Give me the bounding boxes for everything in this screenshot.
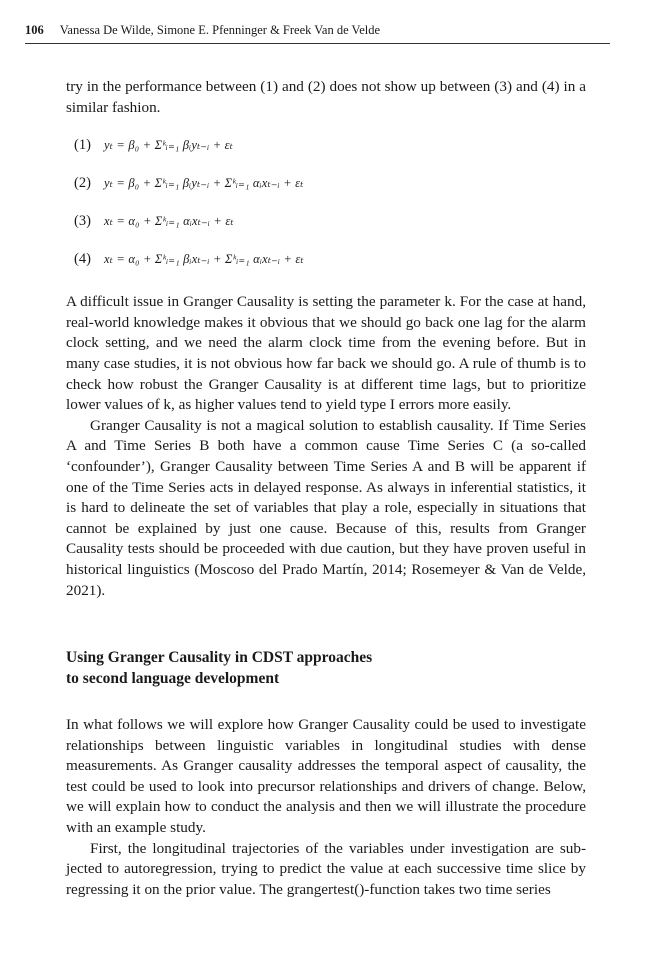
paragraph-autoregression: First, the longitudinal trajectories of the variables under investigation are subjected to autoregression, trying to predict the value at each successive time slice by regressing it on the prior value. The grangertest()-function takes two time series: [66, 839, 586, 898]
equation-3: [74, 202, 586, 240]
intro-paragraph: try in the performance between (1) and (2) does not show up between (3) and (4) in a similar fashion.: [66, 78, 586, 116]
page-body: [66, 77, 586, 900]
running-head-authors: Vanessa De Wilde, Simone E. Pfenninger & Freek Van de Velde: [59, 23, 381, 37]
page-number: 106: [25, 23, 44, 37]
paragraph-explore: In what follows we will explore how Granger Causality could be used to investigate relationships between linguistic variables in longitudinal studies with dense measurements. As Granger causality addresses the temporal aspect of causality, the test could be used to look into precursor relationships and drivers of change. Below, we will explain how to conduct the analysis and then we will illustrate the procedure with an example study.: [66, 716, 586, 837]
equation-list: [74, 126, 586, 278]
equation-4: [74, 240, 586, 278]
paragraph-granger-parameter: A difficult issue in Granger Causality is setting the parameter k. For the case at hand, real-world knowledge makes it obvious that we should go back one lag for the alarm clock setting, and we need the alarm clock time from the evening before. But in many case studies, it is not obvious how far back we should go. A rule of thumb is to check how robust the Granger Causality is at different time lags, but to prioritize lower values of k, as higher values tend to yield type I errors more easily.: [66, 293, 586, 414]
equation-1: [74, 126, 586, 164]
running-head: [25, 23, 610, 38]
header-rule: [25, 43, 610, 44]
equation-number: (2): [74, 174, 91, 191]
equation-formula: yₜ = β₀ + Σᵏᵢ₌₁ βᵢyₜ₋ᵢ + Σᵏᵢ₌₁ αᵢxₜ₋ᵢ + εₜ: [104, 175, 304, 190]
equation-number: (4): [74, 250, 91, 267]
equation-formula: xₜ = α₀ + Σᵏᵢ₌₁ βᵢxₜ₋ᵢ + Σᵏᵢ₌₁ αᵢxₜ₋ᵢ + εₜ: [104, 251, 304, 266]
equation-formula: xₜ = α₀ + Σᵏᵢ₌₁ αᵢxₜ₋ᵢ + εₜ: [104, 213, 234, 228]
equation-2: [74, 164, 586, 202]
paragraph-granger-caution: Granger Causality is not a magical solution to establish causality. If Time Series A and Time Series B both have a common cause Time Series C (a so-called ‘confounder’), Granger Causality between Time Series A and B will be apparent if one of the Time Series acts in delayed response. As always in inferential statistics, it is hard to delineate the set of variables that play a role, especially in situations that cannot be explained by just one cause. Because of this, results from Granger Causality tests should be proceeded with due caution, but they have proven useful in historical linguistics (Moscoso del Prado Martín, 2014; Rosemeyer & Van de Velde, 2021).: [66, 416, 586, 599]
equation-formula: yₜ = β₀ + Σᵏᵢ₌₁ βᵢyₜ₋ᵢ + εₜ: [104, 137, 234, 152]
section-heading: [66, 647, 586, 689]
section-heading-line-2: to second language development: [66, 670, 280, 688]
equation-number: (1): [74, 136, 91, 153]
section-heading-line-1: Using Granger Causality in CDST approaches: [66, 649, 373, 667]
equation-number: (3): [74, 212, 91, 229]
